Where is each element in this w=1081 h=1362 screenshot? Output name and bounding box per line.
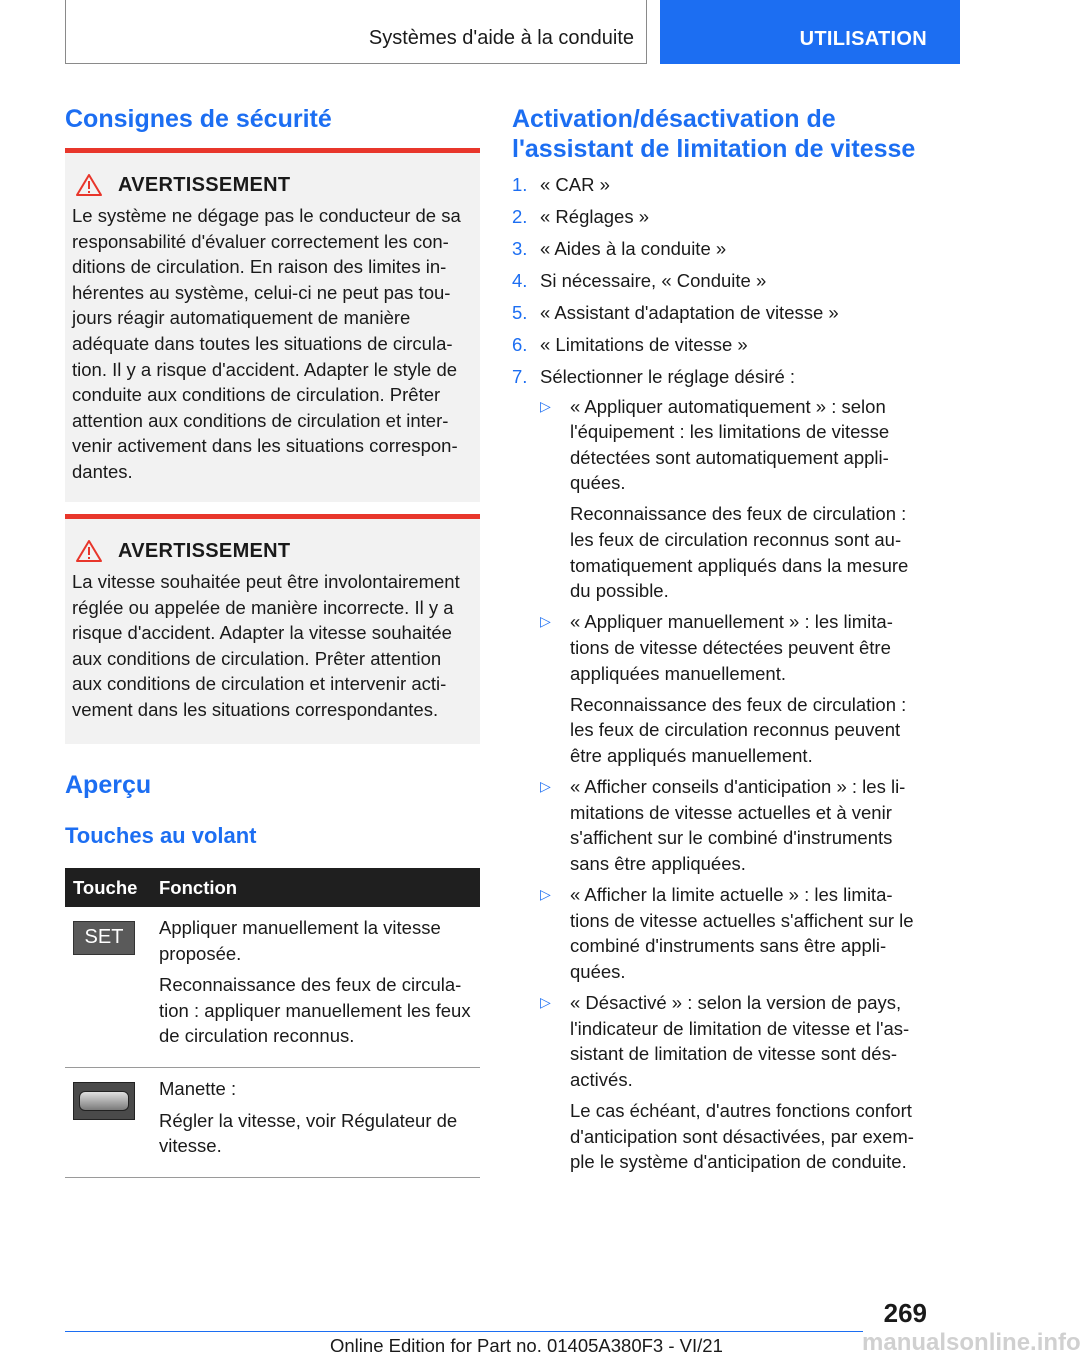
left-column	[65, 104, 480, 1178]
function-text: Manette :	[159, 1077, 237, 1099]
footer-divider	[65, 1331, 863, 1332]
column-header-function: Fonction	[151, 868, 480, 907]
list-item: 1. « CAR »	[512, 174, 610, 195]
list-item: ▷ « Afficher conseils d'anticipation » : les li-mitations de vitesse actuelles et à venir s'affichent sur le combiné d'instruments sans être appliquées.	[540, 776, 906, 874]
key-function-table	[65, 868, 480, 1178]
section-tab	[660, 0, 960, 64]
set-button-icon: SET	[73, 921, 135, 955]
warning-triangle-icon	[76, 174, 102, 196]
list-item: ▷ « Désactivé » : selon la version de pays, l'indicateur de limitation de vitesse et l'as-sistant de limitation de vitesse sont dés-activés. Le cas échéant, d'autres fonctions confort d'anticipation sont désactivées, par exem-ple le système d'anticipation de conduite.	[540, 992, 914, 1173]
bullet-triangle-icon: ▷	[540, 886, 551, 903]
function-note: Régler la vitesse, voir Régulateur de vitesse.	[159, 1109, 458, 1157]
watermark: manualsonline.info	[862, 1329, 1081, 1356]
function-note: Reconnaissance des feux de circula-tion : appliquer manuellement les feux de circulation reconnus.	[159, 974, 471, 1047]
bullet-triangle-icon: ▷	[540, 994, 551, 1011]
warning-title: AVERTISSEMENT	[118, 173, 291, 196]
table-row	[65, 907, 480, 1067]
column-header-key: Touche	[65, 868, 151, 907]
page-number: 269	[883, 1298, 927, 1328]
table-row	[65, 1067, 480, 1177]
list-item: 2. « Réglages »	[512, 205, 650, 227]
warning-box-2	[65, 514, 480, 744]
warning-box-1	[65, 148, 480, 502]
bullet-triangle-icon: ▷	[540, 778, 551, 795]
activation-heading: Activation/désactivation de l'assistant de limitation de vitesse	[512, 105, 916, 163]
options-list	[540, 394, 928, 1175]
list-item: 7. Sélectionner le réglage désiré : ▷ « Appliquer automatiquement » : selon l'équipement : les limitations de vitesse détectées sont automatiquement appli-quées. Reconnaissance des feux de circulation : les feux de circulation reconnus sont au-tomatiquement appliqués dans la mesure du possible. ▷ « Appliquer manuellement » : les limita-tions de vitesse détectées peuvent être appliquées manuellement. Reconnaissance des feux de circulation : les feux de circulation reconnus peuvent être appliqués manuellement. ▷ « Afficher conseils d'anticipation » : les li-mitations de vitesse actuelles et à venir s'affichent sur le combiné d'instruments sans être appliquées. ▷ « Afficher la limite actuelle » : les limita-tions de vitesse actuelles s'affichent sur le combiné d'instruments sans être appli-quées. ▷ « Désactivé » : selon la version de pays, l'indicateur de limitation de vitesse et l'as-sistant de limitation de vitesse sont dés-activés. Le cas échéant, d'autres fonctions confort d'anticipation sont désactivées, par exem-ple le système d'anticipation de conduite.	[512, 364, 928, 1175]
list-item: 3. « Aides à la conduite »	[512, 237, 727, 259]
overview-heading: Aperçu	[65, 771, 152, 799]
warning-text: Le système ne dégage pas le conducteur de sa responsabilité d'évaluer correctement les con-ditions de circulation. En raison des limites in-hérentes au système, celui-ci ne peut pas tou-jours réagir automatiquement de manière adéquate dans toutes les situations de circula-tion. Il y a risque d'accident. Adapter le style de conduite aux conditions de circulation. Prêter attention aux conditions de circulation et inter-venir activement dans les situations correspon-dantes.	[72, 205, 461, 482]
bullet-triangle-icon: ▷	[540, 397, 551, 414]
warning-title: AVERTISSEMENT	[118, 539, 291, 562]
section-title: UTILISATION	[799, 27, 927, 50]
list-item: 6. « Limitations de vitesse »	[512, 333, 748, 355]
list-item: ▷ « Appliquer automatiquement » : selon l'équipement : les limitations de vitesse détectées sont automatiquement appli-quées. Reconnaissance des feux de circulation : les feux de circulation reconnus sont au-tomatiquement appliqués dans la mesure du possible.	[540, 395, 909, 602]
function-text: Appliquer manuellement la vitesse proposée.	[159, 917, 441, 964]
wheel-buttons-heading: Touches au volant	[65, 823, 257, 848]
warning-triangle-icon	[76, 540, 102, 562]
right-column	[512, 104, 928, 1181]
chapter-header	[65, 0, 647, 64]
list-item: ▷ « Appliquer manuellement » : les limita-tions de vitesse détectées peuvent être appliquées manuellement. Reconnaissance des feux de circulation : les feux de circulation reconnus peuvent être appliqués manuellement.	[540, 611, 907, 766]
edition-text: Online Edition for Part no. 01405A380F3 - VI/21	[330, 1335, 723, 1356]
steps-list	[512, 172, 928, 1175]
chapter-title: Systèmes d'aide à la conduite	[368, 27, 634, 49]
bullet-triangle-icon: ▷	[540, 613, 551, 630]
list-item: 4. Si nécessaire, « Conduite »	[512, 269, 767, 291]
lever-icon	[73, 1082, 135, 1120]
list-item: ▷ « Afficher la limite actuelle » : les limita-tions de vitesse actuelles s'affichent sur le combiné d'instruments sans être appli-quées.	[540, 884, 914, 982]
list-item: 5. « Assistant d'adaptation de vitesse »	[512, 301, 839, 323]
warning-text: La vitesse souhaitée peut être involontairement réglée ou appelée de manière incorrecte. Il y a risque d'accident. Adapter la vitesse souhaitée aux conditions de circulation. Prêter attention aux conditions de circulation et intervenir acti-vement dans les situations correspondantes.	[72, 571, 460, 720]
safety-heading: Consignes de sécurité	[65, 105, 332, 133]
